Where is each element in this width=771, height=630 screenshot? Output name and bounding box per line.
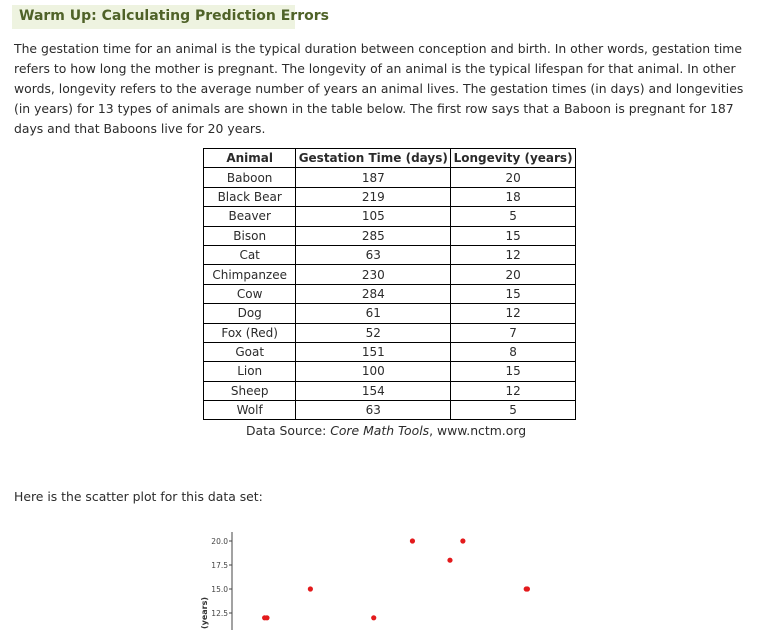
scatter-intro-text: Here is the scatter plot for this data set:: [14, 489, 263, 504]
table-row: [204, 284, 576, 303]
cell-longevity: 5: [451, 207, 576, 226]
data-point: [410, 538, 415, 543]
y-tick-label: 12.5: [211, 609, 228, 618]
cell-longevity: 12: [451, 304, 576, 323]
table-row: [204, 381, 576, 400]
cell-gestation: 230: [296, 265, 451, 284]
cell-animal: Dog: [204, 304, 296, 323]
table-row: [204, 207, 576, 226]
source-title: Core Math Tools: [330, 423, 430, 438]
table-row: [204, 323, 576, 342]
data-point: [371, 615, 376, 620]
table-row: [204, 401, 576, 420]
y-tick-label: 17.5: [211, 561, 228, 570]
cell-gestation: 219: [296, 187, 451, 206]
cell-animal: Goat: [204, 342, 296, 361]
scatter-plot: [195, 527, 575, 630]
cell-gestation: 61: [296, 304, 451, 323]
cell-animal: Chimpanzee: [204, 265, 296, 284]
table-body: [204, 168, 576, 420]
cell-animal: Bison: [204, 226, 296, 245]
data-point: [262, 615, 267, 620]
cell-longevity: 15: [451, 284, 576, 303]
cell-longevity: 18: [451, 187, 576, 206]
table-row: [204, 168, 576, 187]
cell-gestation: 63: [296, 401, 451, 420]
cell-gestation: 105: [296, 207, 451, 226]
cell-animal: Wolf: [204, 401, 296, 420]
cell-animal: Beaver: [204, 207, 296, 226]
cell-animal: Cow: [204, 284, 296, 303]
cell-animal: Baboon: [204, 168, 296, 187]
cell-animal: Lion: [204, 362, 296, 381]
data-source-line: [246, 423, 526, 438]
animal-data-table: [203, 148, 576, 420]
table-row: [204, 362, 576, 381]
cell-longevity: 12: [451, 245, 576, 264]
cell-longevity: 7: [451, 323, 576, 342]
table-row: [204, 304, 576, 323]
header-gestation: Gestation Time (days): [296, 149, 451, 168]
data-point: [308, 586, 313, 591]
cell-animal: Cat: [204, 245, 296, 264]
cell-animal: Black Bear: [204, 187, 296, 206]
cell-gestation: 284: [296, 284, 451, 303]
cell-longevity: 20: [451, 168, 576, 187]
data-point: [460, 538, 465, 543]
header-longevity: Longevity (years): [451, 149, 576, 168]
cell-animal: Fox (Red): [204, 323, 296, 342]
page-heading: Warm Up: Calculating Prediction Errors: [19, 8, 329, 24]
y-tick-label: 15.0: [211, 585, 228, 594]
y-tick-label: 20.0: [211, 537, 228, 546]
y-axis-label: (years): [200, 596, 209, 630]
table-row: [204, 265, 576, 284]
data-point: [524, 586, 529, 591]
table-row: [204, 226, 576, 245]
cell-gestation: 285: [296, 226, 451, 245]
cell-longevity: 20: [451, 265, 576, 284]
cell-animal: Sheep: [204, 381, 296, 400]
cell-longevity: 5: [451, 401, 576, 420]
cell-gestation: 52: [296, 323, 451, 342]
cell-longevity: 15: [451, 362, 576, 381]
data-point: [447, 558, 452, 563]
cell-longevity: 15: [451, 226, 576, 245]
cell-longevity: 12: [451, 381, 576, 400]
cell-gestation: 154: [296, 381, 451, 400]
intro-paragraph: The gestation time for an animal is the typical duration between conception and birth. In other words, gestation time refers to how long the mother is pregnant. The longevity of an animal is the typical lifespan for that animal. In other words, longevity refers to the average number of years an animal lives. The gestation times (in days) and longevities (in years) for 13 types of animals are shown in the table below. The first row says that a Baboon is pregnant for 187 days and that Baboons live for 20 years.: [14, 41, 744, 136]
cell-gestation: 63: [296, 245, 451, 264]
table-row: [204, 187, 576, 206]
source-prefix: Data Source:: [246, 423, 331, 438]
cell-longevity: 8: [451, 342, 576, 361]
cell-gestation: 100: [296, 362, 451, 381]
table-header-row: [204, 149, 576, 168]
table-row: [204, 342, 576, 361]
header-animal: Animal: [204, 149, 296, 168]
source-suffix: , www.nctm.org: [429, 423, 527, 438]
cell-gestation: 187: [296, 168, 451, 187]
cell-gestation: 151: [296, 342, 451, 361]
table-row: [204, 245, 576, 264]
